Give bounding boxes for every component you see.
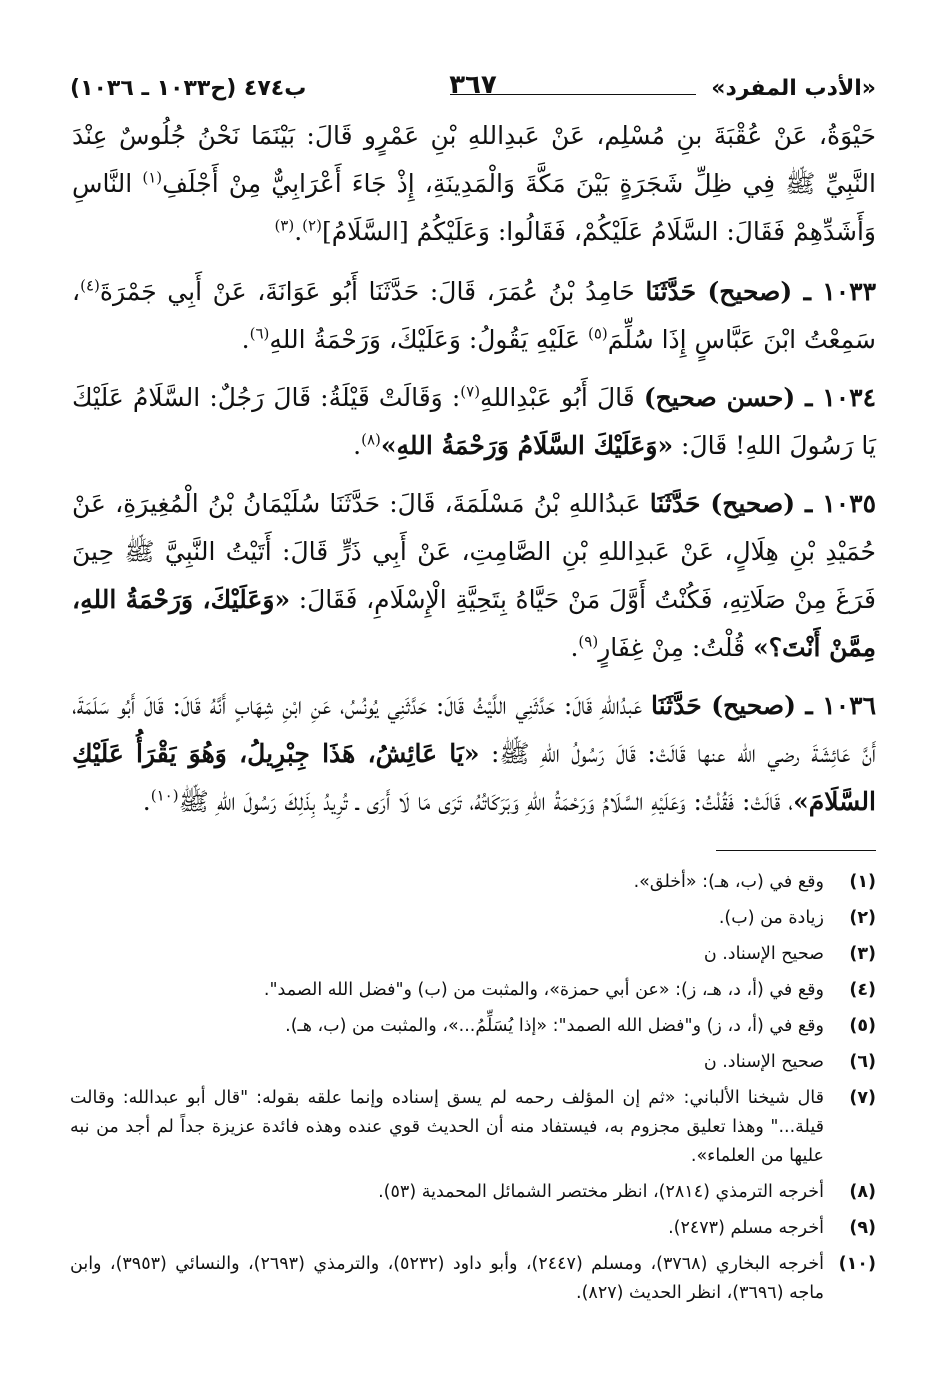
- footnote-text: وقع في (ب، هـ): «أخلق».: [633, 872, 824, 892]
- footnote-ref: (٥): [588, 324, 608, 343]
- footnote-ref: (١): [142, 168, 163, 187]
- hadith-1035: [72, 480, 876, 672]
- footnote: [70, 1048, 876, 1077]
- footnote-number: (٣): [849, 944, 876, 964]
- footnote-number: (١٠): [838, 1254, 876, 1274]
- footnote-text: زيادة من (ب).: [718, 908, 824, 928]
- footnote-text: وقع في (أ، د، هـ، ز): «عن أبي حمزة»، والمثبت من (ب) و"فضل الله الصمد".: [263, 980, 824, 1000]
- paragraph-text: ، سَمِعْتُ ابْنَ عَبَّاسٍ إِذَا سُلِّمَ: [72, 277, 876, 354]
- paragraph-text: عَبدُاللهِ بْنُ مَسْلَمَةَ، قَالَ: حَدَّثَنَا سُلَيْمَانُ بْنُ الْمُغِيرَةِ، عَنْ حُمَيْدِ بْنِ هِلَالٍ، عَنْ عَبدِاللهِ بْنِ الصَّامِتِ، عَنْ أَبِي ذَرٍّ قَالَ: أَتَيْتُ النَّبِيَّ ﷺ حِينَ فَرَغَ مِنْ صَلَاتِهِ، فَكُنْتُ أَوَّلَ مَنْ حَيَّاهُ بِتَحِيَّةِ الْإِسْلَامِ، فَقَالَ:: [72, 489, 877, 614]
- paragraph-text: .: [241, 325, 250, 354]
- paragraph-text: عَلَيْهِ يَقُولُ: وَعَلَيْكَ، وَرَحْمَةُ اللهِ: [269, 325, 588, 354]
- hadith-grade: (صحيح): [711, 691, 796, 720]
- footnote-number: (٧): [849, 1088, 876, 1108]
- footnote: [70, 868, 876, 897]
- paragraph-text: .: [353, 431, 362, 460]
- footnote: [70, 976, 876, 1005]
- page-number: ٣٦٧: [449, 70, 497, 100]
- footnote-text: أخرجه البخاري (٣٧٦٨)، ومسلم (٢٤٤٧)، وأبو داود (٥٢٣٢)، والترمذي (٢٦٩٣)، والنسائي (٣٩٥٣)، وابن ماجه (٣٦٩٦)، انظر الحديث (٨٢٧).: [70, 1254, 824, 1303]
- hadith-grade: (حسن صحيح): [643, 383, 796, 412]
- paragraph-text: .: [570, 633, 579, 662]
- hadith-grade: (صحيح): [707, 277, 793, 306]
- paragraph-text: عَبدُاللهِ قَالَ: حَدَّثَنِي اللَّيْثُ قَالَ: حَدَّثَنِي يُونُسُ، عَنِ ابْنِ شِهَابٍ أَنَّهُ قَالَ: قَالَ أَبُو سَلَمَةَ، أَنَّ عَائِشَةَ رضي الله عنها قَالَتْ: قَالَ رَسُولُ اللهِ ﷺ:: [72, 691, 876, 768]
- hadith-number: ١٠٣٣ ـ: [792, 277, 877, 306]
- paragraph-text: قُلْتُ: مِنْ غِفَارٍ: [598, 633, 754, 662]
- narration-keyword: حَدَّثَنَا: [649, 489, 711, 518]
- footnote: [70, 1084, 876, 1171]
- footnote-ref: (٣): [274, 216, 295, 235]
- footnote-text: أخرجه الترمذي (٢٨١٤)، انظر مختصر الشمائل المحمدية (٥٣).: [378, 1182, 824, 1202]
- footnote-number: (٥): [849, 1016, 876, 1036]
- footnote-text: صحيح الإسناد. ن: [703, 1052, 824, 1072]
- footnote: [70, 1250, 876, 1308]
- footnote-ref: (٧): [460, 382, 481, 401]
- footnote: [70, 904, 876, 933]
- prophetic-quote: «وَعَلَيْكَ، وَرَحْمَةُ اللهِ، مِمَّنْ أَنْتَ؟»: [72, 585, 876, 662]
- footnote-text: وقع في (أ، د، ز) و"فضل الله الصمد": «إذا يُسَلِّمُ...»، والمثبت من (ب، هـ).: [285, 1016, 824, 1036]
- footnote-ref: (٤): [80, 276, 100, 295]
- hadith-1033: [72, 268, 876, 364]
- header-rule: [450, 94, 595, 95]
- paragraph-continuation: [72, 112, 876, 256]
- footnote-separator: [716, 850, 876, 851]
- footnote-ref: (٨): [361, 430, 381, 449]
- footnote-number: (٨): [849, 1182, 876, 1202]
- footnote-text: أخرجه مسلم (٢٤٧٣).: [668, 1218, 824, 1238]
- footnote-ref: (٦): [249, 324, 270, 343]
- running-header: [70, 70, 876, 110]
- footnote-text: صحيح الإسناد. ن: [703, 944, 824, 964]
- paragraph-text: ، قَالَتْ: فَقُلْتُ: وَعَلَيْهِ السَّلَامُ وَرَحْمَةُ اللهِ وَبَرَكَاتُهُ، تَرَى مَا لَا أَرَى ـ تُرِيدُ بِذَلِكَ رَسُولَ اللهِ ﷺ: [178, 787, 794, 816]
- footnote: [70, 1214, 876, 1243]
- hadith-number: ١٠٣٦ ـ: [795, 691, 876, 720]
- footnote-ref: (٢): [302, 216, 322, 235]
- footnote: [70, 1012, 876, 1041]
- hadith-1036: [72, 682, 876, 826]
- footnote-ref: (٩): [578, 632, 599, 651]
- footnote-text: قال شيخنا الألباني: «ثم إن المؤلف رحمه لم يسق إسناده وإنما علقه بقوله: "قال أبو عبدالله: وقالت قيلة..." وهذا تعليق مجزوم به، فيستفاد منه أن الحديث قوي عنده وهذه فائدة عزيزة جداً لم أجد من نبه عليها من العلماء».: [70, 1088, 824, 1166]
- paragraph-text: : وَقَالَتْ قَيْلَةُ: قَالَ رَجُلٌ: السَّلَامُ عَلَيْكَ يَا رَسُولَ اللهِ! قَالَ:: [72, 383, 876, 460]
- narration-keyword: حَدَّثَنَا: [650, 691, 712, 720]
- footnote-number: (٤): [849, 980, 876, 1000]
- paragraph-text: .: [142, 787, 151, 816]
- main-text: [72, 112, 876, 836]
- hadith-grade: (صحيح): [710, 489, 796, 518]
- footnote: [70, 940, 876, 969]
- hadith-number: ١٠٣٤ ـ: [795, 383, 876, 412]
- book-title: «الأدب المفرد»: [711, 76, 876, 101]
- footnote-number: (٩): [849, 1218, 876, 1238]
- paragraph-text: حَيْوَةُ، عَنْ عُقْبَةَ بنِ مُسْلِم، عَنْ عَبدِاللهِ بْنِ عَمْرٍو قَالَ: بَيْنَمَا نَحْنُ جُلُوسٌ عِنْدَ النَّبِيِّ ﷺ فِي ظِلِّ شَجَرَةٍ بَيْنَ مَكَّةَ وَالْمَدِينَةِ، إِذْ جَاءَ أَعْرَابِيٌّ مِنْ أَجْلَفِ: [72, 121, 876, 198]
- footnote-number: (٢): [849, 908, 876, 928]
- hadith-1034: [72, 374, 876, 470]
- footnote-number: (٦): [849, 1052, 876, 1072]
- paragraph-text: قَالَ أَبُو عَبْدِاللهِ: [480, 383, 644, 412]
- narration-keyword: حَدَّثَنَا: [645, 277, 708, 306]
- footnote-number: (١): [849, 872, 876, 892]
- prophetic-quote: «وَعَلَيْكَ السَّلَامُ وَرَحْمَةُ اللهِ»: [380, 431, 674, 460]
- prophetic-quote: «يَا عَائِشُ، هَذَا جِبْرِيلُ، وَهُوَ يَقْرَأُ عَلَيْكِ السَّلَامَ»: [72, 739, 876, 816]
- paragraph-text: .: [294, 217, 303, 246]
- footnote-ref: (١٠): [150, 786, 179, 805]
- footnotes: [70, 868, 876, 1315]
- footnote: [70, 1178, 876, 1207]
- chapter-reference: ب٤٧٤ (ح١٠٣٣ ـ ١٠٣٦): [70, 76, 307, 101]
- paragraph-text: النَّاسِ وَأَشَدِّهِمْ فَقَالَ: السَّلَامُ عَلَيْكُمْ، فَقَالُوا: وَعَلَيْكُمُ [السَّلَامُ]: [72, 169, 876, 246]
- hadith-number: ١٠٣٥ ـ: [795, 489, 876, 518]
- paragraph-text: حَامِدُ بْنُ عُمَرَ، قَالَ: حَدَّثَنَا أَبُو عَوَانَةَ، عَنْ أَبِي جَمْرَةَ: [99, 277, 646, 306]
